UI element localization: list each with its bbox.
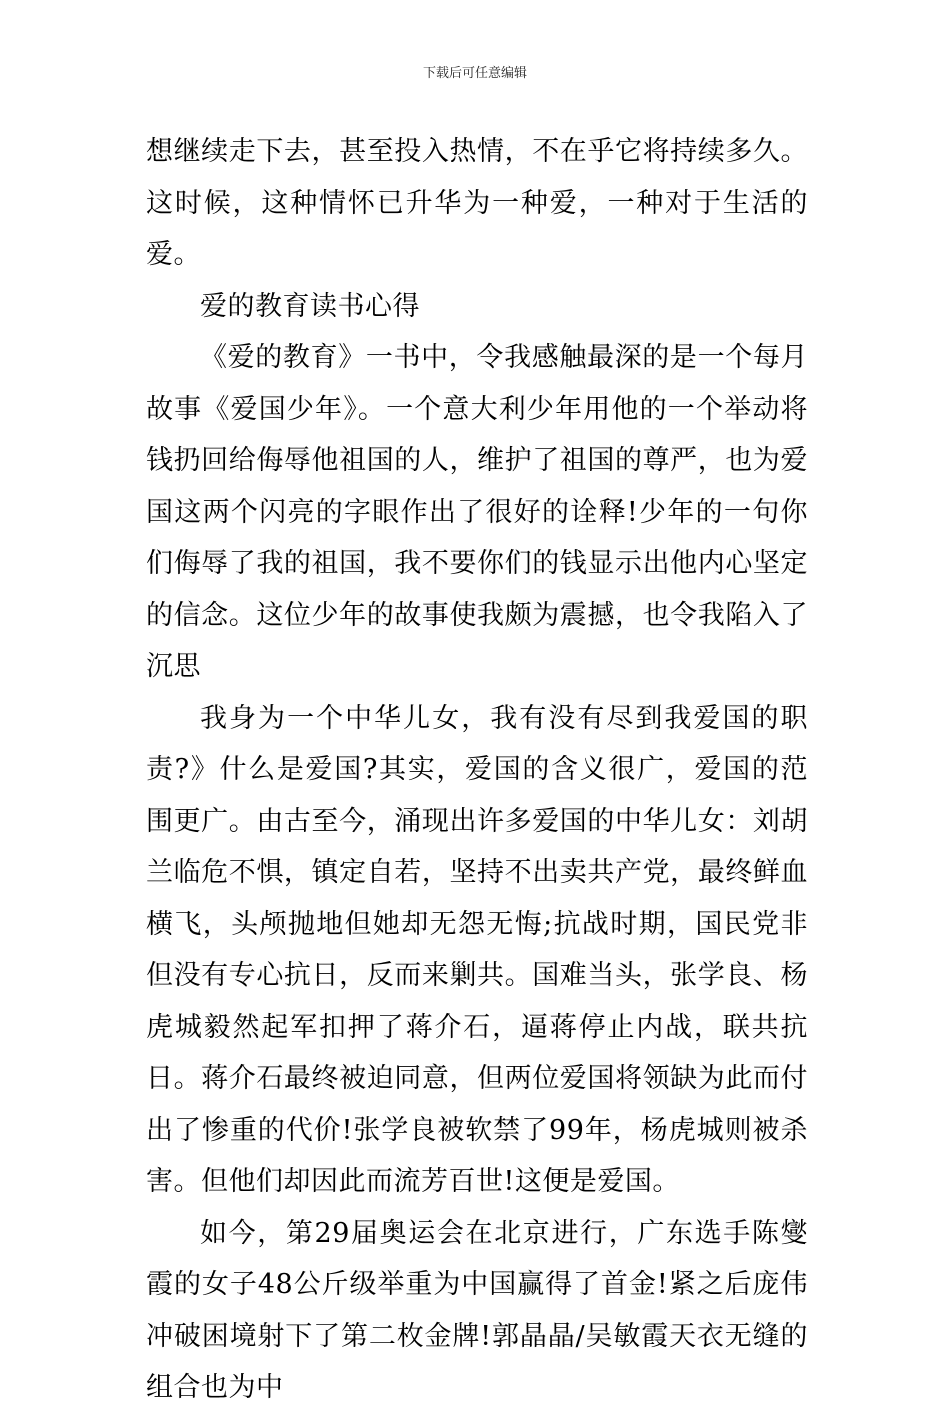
section-title: 爱的教育读书心得 — [200, 290, 420, 322]
paragraph-olympics: 如今，第29届奥运会在北京进行，广东选手陈燮霞的女子48公斤级举重为中国赢得了首金!紧之后庞伟冲破困境射下了第二枚金牌!郭晶晶/吴敏霞天衣无缝的组合也为中 — [146, 1217, 808, 1403]
paragraph-patriotic-youth: 《爱的教育》一书中，令我感触最深的是一个每月故事《爱国少年》。一个意大利少年用他的一个举动将钱扔回给侮辱他祖国的人，维护了祖国的尊严，也为爱国这两个闪亮的字眼作出了很好的诠释!少年的一句你们侮辱了我的祖国，我不要你们的钱显示出他内心坚定的信念。这位少年的故事使我颇为震撼，也令我陷入了沉思 — [146, 342, 808, 682]
document-body — [146, 126, 808, 1414]
paragraph-what-is-patriotism: 我身为一个中华儿女，我有没有尽到我爱国的职责?》什么是爱国?其实，爱国的含义很广，爱国的范围更广。由古至今，涌现出许多爱国的中华儿女：刘胡兰临危不惧，镇定自若，坚持不出卖共产党，最终鲜血横飞，头颅抛地但她却无怨无悔;抗战时期，国民党非但没有专心抗日，反而来剿共。国难当头，张学良、杨虎城毅然起军扣押了蒋介石，逼蒋停止内战，联共抗日。蒋介石最终被迫同意，但两位爱国将领缺为此而付出了惨重的代价!张学良被软禁了99年，杨虎城则被杀害。但他们却因此而流芳百世!这便是爱国。 — [146, 702, 808, 1197]
page-header-note: 下载后可任意编辑 — [422, 66, 527, 81]
paragraph-continuation: 想继续走下去，甚至投入热情，不在乎它将持续多久。这时候，这种情怀已升华为一种爱，一种对于生活的爱。 — [146, 136, 808, 270]
